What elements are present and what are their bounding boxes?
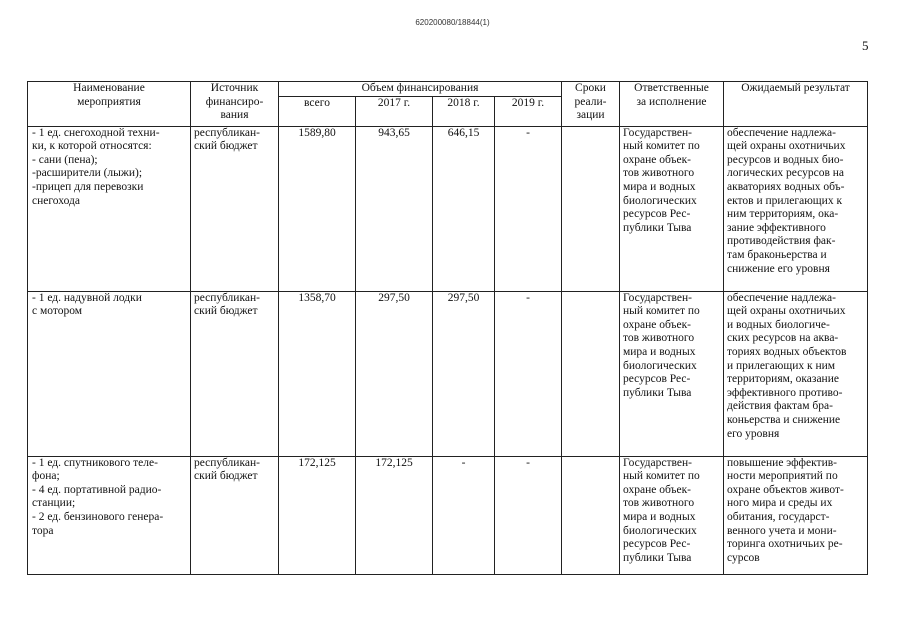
header-result: Ожидаемый результат xyxy=(724,82,868,127)
cell-responsible: Государствен- ный комитет по охране объек- тов животного мира и водных биологических ресурсов Рес- публики Тыва xyxy=(620,456,724,574)
cell-total: 1589,80 xyxy=(279,126,356,291)
table-row xyxy=(28,291,868,456)
cell-2017: 297,50 xyxy=(356,291,433,456)
cell-source: республикан- ский бюджет xyxy=(191,291,279,456)
cell-total: 172,125 xyxy=(279,456,356,574)
header-source: Источник финансиро- вания xyxy=(191,82,279,127)
header-funding: Объем финансирования xyxy=(279,82,562,97)
cell-2017: 172,125 xyxy=(356,456,433,574)
cell-2019: - xyxy=(495,456,562,574)
funding-table xyxy=(27,81,868,575)
cell-terms xyxy=(562,126,620,291)
cell-name: - 1 ед. спутникового теле- фона; - 4 ед. портативной радио- станции; - 2 ед. бензинового генера- тора xyxy=(28,456,191,574)
cell-responsible: Государствен- ный комитет по охране объек- тов животного мира и водных биологических ресурсов Рес- публики Тыва xyxy=(620,291,724,456)
cell-total: 1358,70 xyxy=(279,291,356,456)
cell-name: - 1 ед. надувной лодки с мотором xyxy=(28,291,191,456)
header-row-1 xyxy=(28,82,868,97)
cell-name: - 1 ед. снегоходной техни- ки, к которой относятся: - сани (пена); -расширители (лыжи); -прицеп для перевозки снегохода xyxy=(28,126,191,291)
table-row xyxy=(28,456,868,574)
cell-source: республикан- ский бюджет xyxy=(191,126,279,291)
cell-responsible: Государствен- ный комитет по охране объек- тов животного мира и водных биологических ресурсов Рес- публики Тыва xyxy=(620,126,724,291)
header-terms: Сроки реали- зации xyxy=(562,82,620,127)
header-total: всего xyxy=(279,96,356,126)
header-2018: 2018 г. xyxy=(433,96,495,126)
table-row xyxy=(28,126,868,291)
cell-result: обеспечение надлежа- щей охраны охотничьих ресурсов и водных био- логических ресурсов на акваториях водных объ- ектов и прилегающих к ним территориям, ока- зание эффективного противодействия фак- там браконьерства и снижение его уровня xyxy=(724,126,868,291)
cell-2018: 297,50 xyxy=(433,291,495,456)
cell-source: республикан- ский бюджет xyxy=(191,456,279,574)
cell-2018: - xyxy=(433,456,495,574)
cell-2018: 646,15 xyxy=(433,126,495,291)
cell-2019: - xyxy=(495,291,562,456)
cell-terms xyxy=(562,291,620,456)
cell-result: повышение эффектив- ности мероприятий по охране объектов живот- ного мира и среды их обитания, государст- венного учета и мони- торинга охотничьих ре- сурсов xyxy=(724,456,868,574)
header-2019: 2019 г. xyxy=(495,96,562,126)
header-2017: 2017 г. xyxy=(356,96,433,126)
cell-result: обеспечение надлежа- щей охраны охотничьих и водных биологиче- ских ресурсов на аква- ториях водных объектов и прилегающих к ним территориям, оказание эффективного противо- действия фактам бра- коньерства и снижение его уровня xyxy=(724,291,868,456)
page-number: 5 xyxy=(862,38,869,53)
cell-2019: - xyxy=(495,126,562,291)
header-responsible: Ответственные за исполнение xyxy=(620,82,724,127)
header-name: Наименование мероприятия xyxy=(28,82,191,127)
cell-terms xyxy=(562,456,620,574)
cell-2017: 943,65 xyxy=(356,126,433,291)
document-code: 620200080/18844(1) xyxy=(415,18,490,27)
